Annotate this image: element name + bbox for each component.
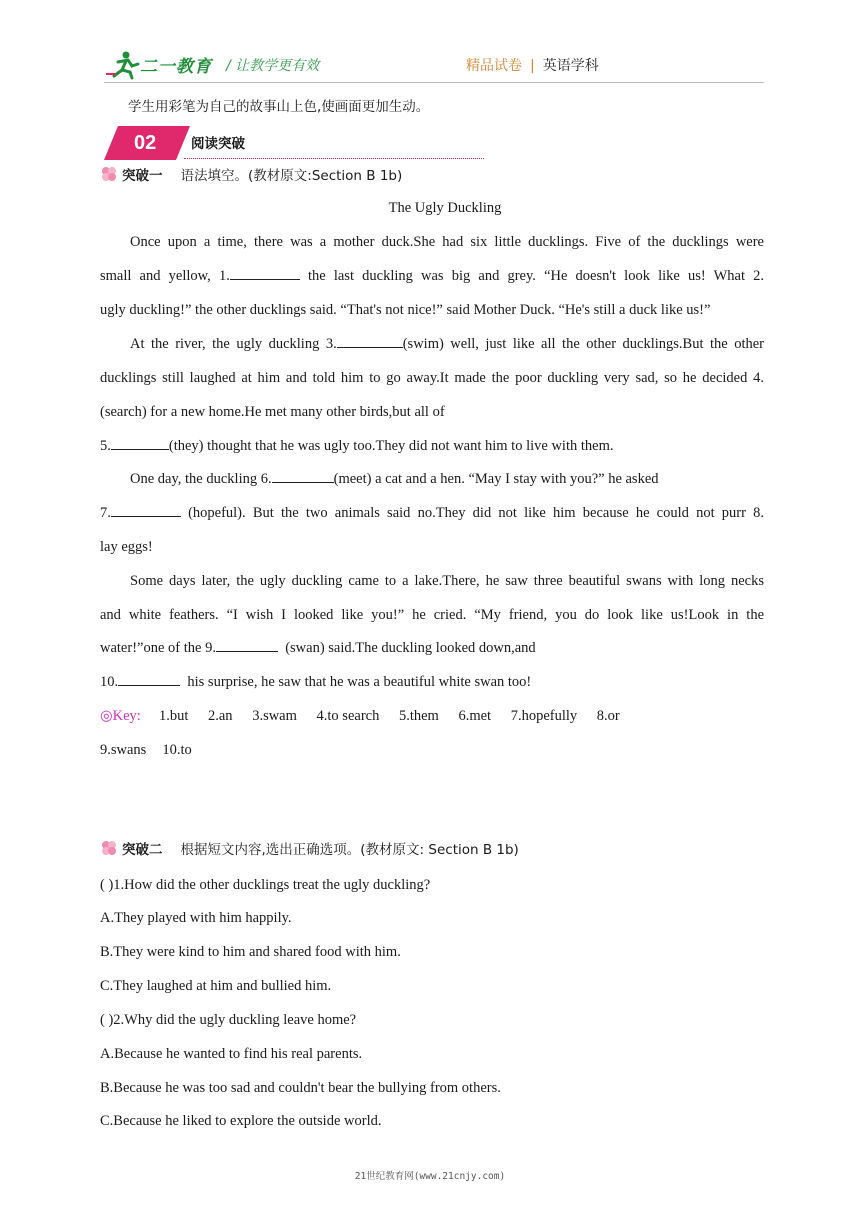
key-label: ◎Key: — [100, 708, 141, 724]
p2-line4-b: (they) thought that he was ugly too.They did not want him to live with them. — [168, 438, 614, 454]
key-item: 4.to search — [316, 708, 380, 724]
p3-line1 — [100, 462, 764, 496]
header-right — [466, 55, 599, 75]
intro-line: 学生用彩笔为自己的故事山上色,使画面更加生动。 — [128, 99, 430, 115]
key-item: 6.met — [458, 708, 492, 724]
p2-line1-b: (swim) well, just like all the other ducklings.But the other — [402, 336, 764, 352]
section-title: 阅读突破 — [191, 136, 245, 152]
brand-logo — [104, 50, 224, 80]
blank-3[interactable] — [337, 331, 403, 348]
p1-line2 — [100, 259, 764, 293]
blank-10[interactable] — [118, 669, 180, 686]
key-item: 1.but — [158, 708, 189, 724]
question-1: ( )1.How did the other ducklings treat the ugly duckling? — [100, 877, 431, 893]
section-underline — [184, 158, 484, 159]
key-item: 8.or — [596, 708, 620, 724]
blank-7[interactable] — [111, 500, 181, 517]
p2-line4 — [100, 429, 764, 463]
question-2: ( )2.Why did the ugly duckling leave home? — [100, 1012, 357, 1028]
blank-1[interactable] — [230, 263, 300, 280]
blank-5[interactable] — [111, 433, 169, 450]
p4-line2: and white feathers. “I wish I looked like you!” he cried. “My friend, you do look like us!Look in the — [100, 607, 764, 623]
blank-9[interactable] — [216, 635, 278, 652]
section-banner — [104, 124, 484, 162]
p2-line3: (search) for a new home.He met many other birds,but all of — [100, 404, 445, 420]
p2-line1-a: At the river, the ugly duckling 3. — [130, 336, 337, 352]
q1-option-c[interactable]: C.They laughed at him and bullied him. — [100, 978, 332, 994]
flower-bullet-icon — [100, 839, 118, 857]
page-footer: 21世纪教育网(www.21cnjy.com) — [354, 1171, 506, 1182]
p1-line2-a: small and yellow, 1. — [100, 268, 230, 284]
header-slogan: / 让教学更有效 — [226, 58, 320, 74]
header-subject: 英语学科 — [542, 58, 599, 74]
task2-label: 突破二 — [122, 842, 163, 858]
p4-line3-b: (swan) said.The duckling looked down,and — [285, 640, 536, 656]
p1-line3: ugly duckling!” the other ducklings said. “That's not nice!” said Mother Duck. “He's still a duck like us!” — [100, 302, 711, 318]
header-separator: | — [530, 58, 535, 74]
p2-line2: ducklings still laughed at him and told him to go away.It made the poor duckling very sad, so he decided 4. — [100, 370, 764, 386]
task1-instruction: 语法填空。(教材原文:Section B 1b) — [180, 168, 403, 184]
header-label: 精品试卷 — [466, 58, 522, 74]
q2-option-c[interactable]: C.Because he liked to explore the outside world. — [100, 1113, 382, 1129]
key-item: 2.an — [208, 708, 233, 724]
p4-line1: Some days later, the ugly duckling came to a lake.There, he saw three beautiful swans with long necks — [130, 573, 764, 589]
p3-line2 — [100, 496, 764, 530]
p4-line4-a: 10. — [100, 674, 119, 690]
key-item: 7.hopefully — [510, 708, 578, 724]
task1-heading — [100, 164, 402, 185]
key-item: 5.them — [398, 708, 439, 724]
key-item: 10.to — [162, 742, 192, 758]
p4-line4 — [100, 665, 764, 699]
p3-line1-a: One day, the duckling 6. — [130, 471, 272, 487]
key-item: 3.swam — [252, 708, 297, 724]
p3-line2-a: 7. — [100, 505, 111, 521]
p1-line2-b: the last duckling was big and grey. “He doesn't look like us! What 2. — [307, 268, 765, 284]
q2-option-b[interactable]: B.Because he was too sad and couldn't bear the bullying from others. — [100, 1080, 501, 1096]
p4-line4-b: his surprise, he saw that he was a beautiful white swan too! — [187, 674, 532, 690]
key-items-line1 — [159, 708, 636, 724]
runner-logo-icon — [104, 50, 144, 80]
q1-option-b[interactable]: B.They were kind to him and shared food with him. — [100, 944, 401, 960]
p3-line3: lay eggs! — [100, 539, 153, 555]
p3-line2-b: (hopeful). But the two animals said no.They did not like him because he could not purr 8. — [188, 505, 764, 521]
p2-line1 — [100, 327, 764, 361]
task2-heading — [100, 838, 519, 859]
q1-option-a[interactable]: A.They played with him happily. — [100, 910, 292, 926]
section-number: 02 — [134, 132, 157, 154]
key-item: 9.swans — [100, 742, 147, 758]
story-title: The Ugly Duckling — [388, 200, 502, 216]
header-divider — [104, 82, 764, 83]
q2-option-a[interactable]: A.Because he wanted to find his real parents. — [100, 1046, 363, 1062]
key-items-line2 — [100, 733, 764, 767]
flower-bullet-icon — [100, 165, 118, 183]
p2-line4-a: 5. — [100, 438, 111, 454]
task1-label: 突破一 — [122, 168, 163, 184]
answer-key — [100, 699, 764, 733]
logo-text: 二一教育 — [140, 57, 212, 77]
p1-line1: Once upon a time, there was a mother duck.She had six little ducklings. Five of the ducklings were — [130, 234, 764, 250]
p4-line3 — [100, 631, 764, 665]
blank-6[interactable] — [272, 466, 334, 483]
p4-line3-a: water!”one of the 9. — [100, 640, 216, 656]
p3-line1-b: (meet) a cat and a hen. “May I stay with you?” he asked — [333, 471, 659, 487]
task2-instruction: 根据短文内容,选出正确选项。(教材原文: Section B 1b) — [180, 842, 519, 858]
